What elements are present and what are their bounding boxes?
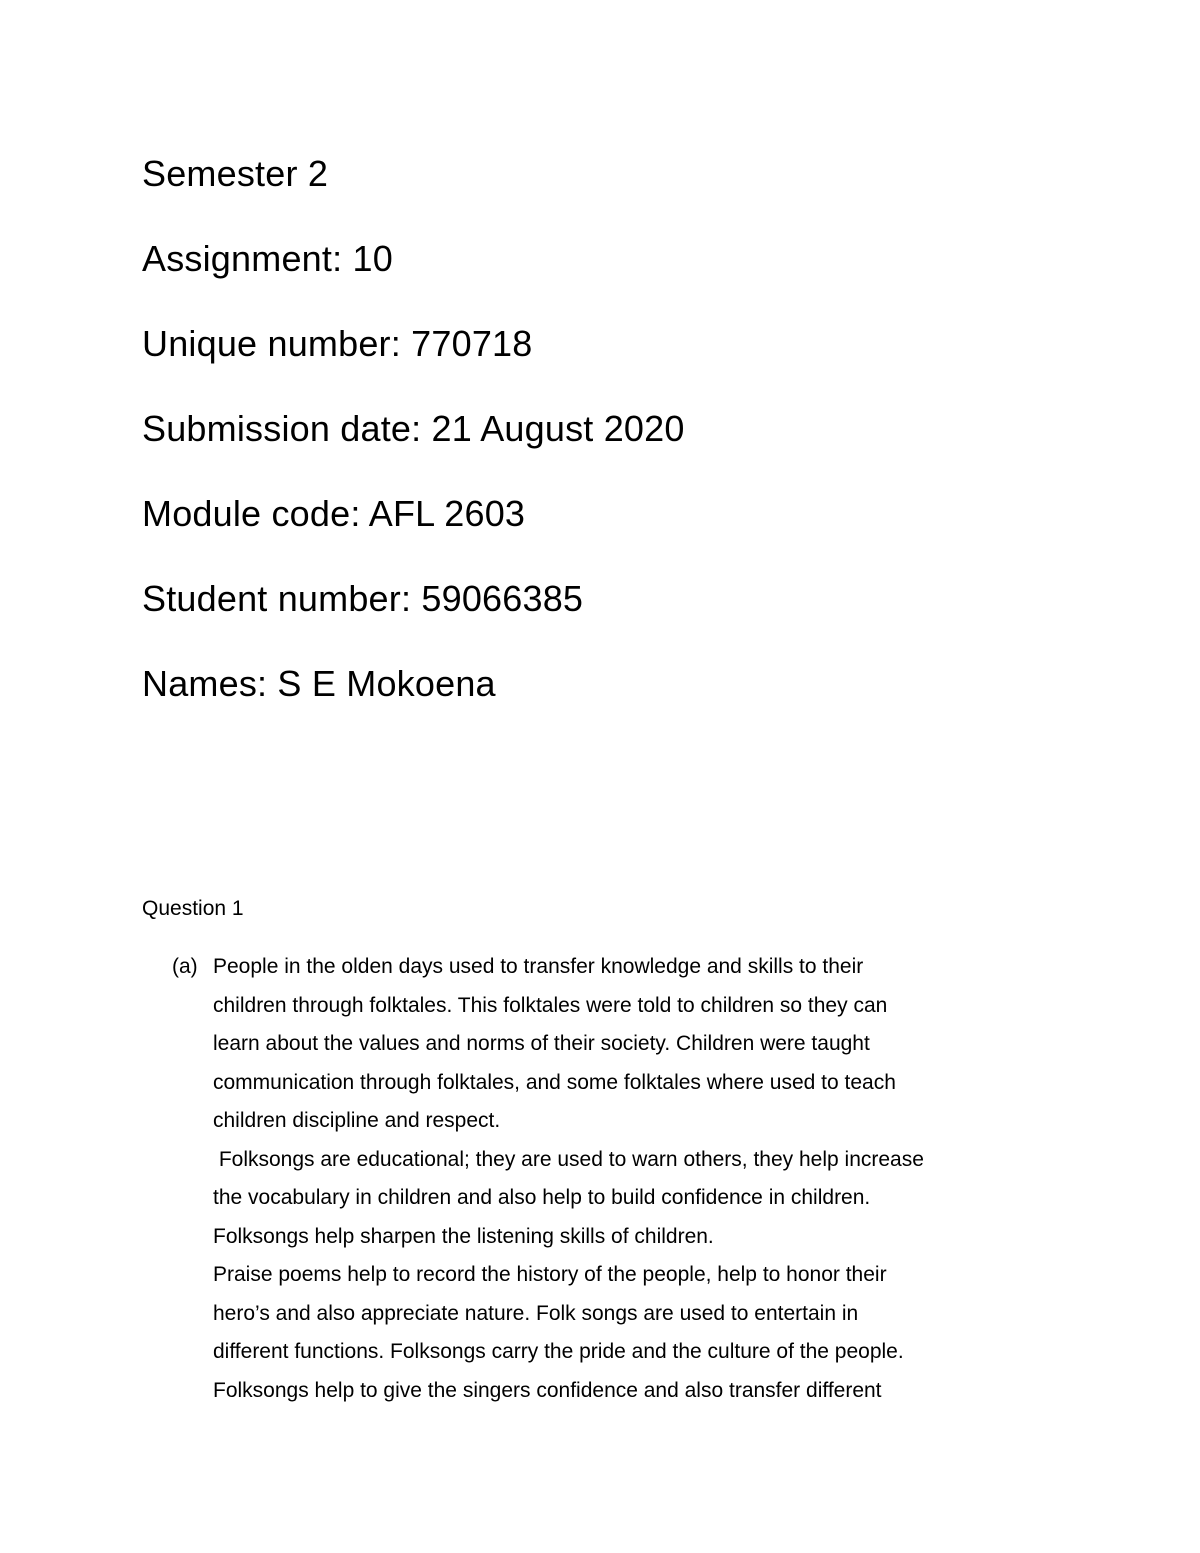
assignment-line: Assignment: 10 [142, 238, 393, 279]
submission-date-line: Submission date: 21 August 2020 [142, 408, 685, 449]
answer-line: People in the olden days used to transfer knowledge and skills to their [213, 955, 864, 978]
answer-text [213, 953, 1073, 1415]
question-heading: Question 1 [142, 897, 244, 920]
answer-line: different functions. Folksongs carry the pride and the culture of the people. [213, 1340, 904, 1363]
student-number-line: Student number: 59066385 [142, 578, 584, 619]
answer-line: hero’s and also appreciate nature. Folk songs are used to entertain in [213, 1301, 859, 1325]
answer-part-marker: (a) [172, 955, 198, 978]
answer-line: Praise poems help to record the history of the people, help to honor their [213, 1263, 887, 1286]
assignment-header [142, 150, 685, 745]
answer-line: children through folktales. This folktales were told to children so they can [213, 993, 888, 1017]
answer-line: Folksongs help to give the singers confidence and also transfer different [213, 1378, 882, 1402]
semester-line: Semester 2 [142, 153, 329, 194]
answer-line: learn about the values and norms of their society. Children were taught [213, 1032, 870, 1055]
names-line: Names: S E Mokoena [142, 663, 496, 704]
answer-line: communication through folktales, and some folktales where used to teach [213, 1070, 896, 1094]
answer-line: children discipline and respect. [213, 1109, 501, 1132]
answer-line: the vocabulary in children and also help to build confidence in children. [213, 1186, 871, 1209]
answer-line: Folksongs help sharpen the listening skills of children. [213, 1224, 714, 1248]
unique-number-line: Unique number: 770718 [142, 323, 533, 364]
answer-line: Folksongs are educational; they are used to warn others, they help increase [213, 1147, 924, 1171]
module-code-line: Module code: AFL 2603 [142, 493, 526, 534]
